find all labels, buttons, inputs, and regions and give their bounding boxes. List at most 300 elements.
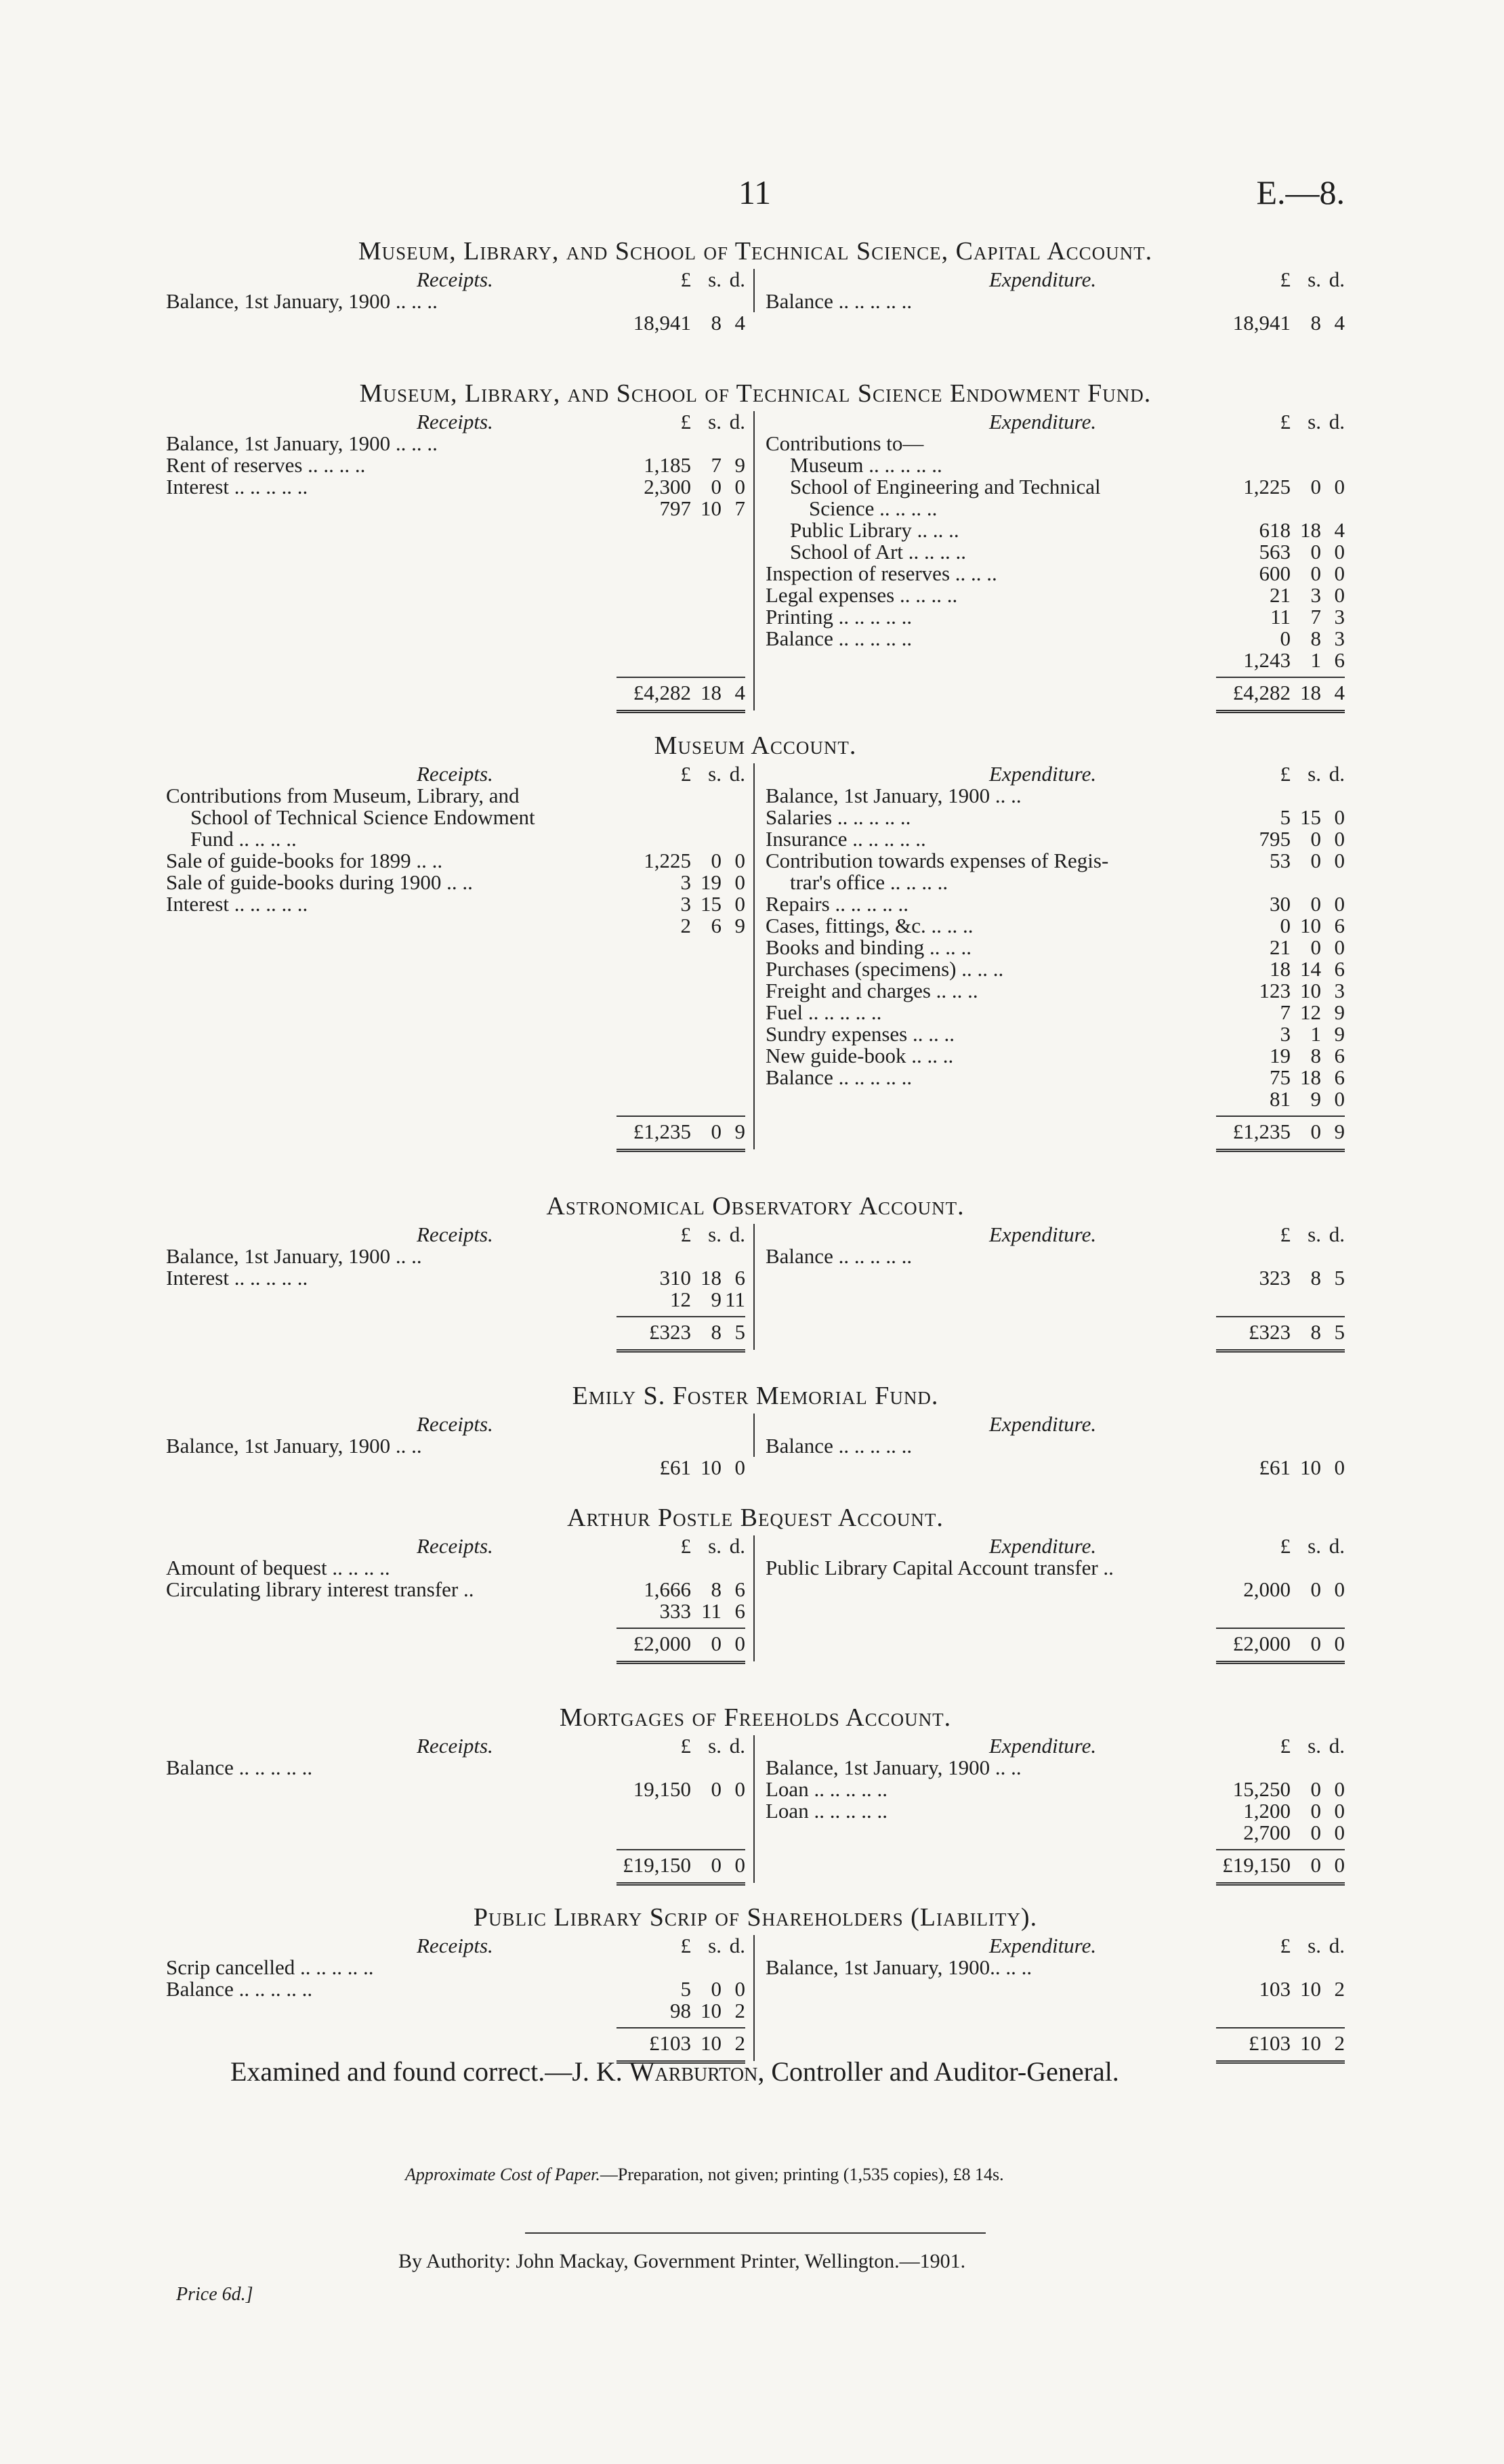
expenditure-label: Expenditure. [989, 762, 1097, 786]
line-shillings: 15 [701, 892, 722, 916]
line-pounds: 323 [1259, 1266, 1291, 1290]
currency-header [1216, 1535, 1345, 1557]
line-pounds: 1,666 [644, 1577, 691, 1601]
line-description: Sale of guide-books for 1899 .. .. [166, 849, 443, 872]
expenditure-label: Expenditure. [989, 1223, 1097, 1246]
line-description: Balance, 1st January, 1900 .. .. [166, 1434, 422, 1458]
total-amount [617, 1116, 745, 1143]
receipts-header [166, 1224, 745, 1246]
pence-sign: d. [729, 268, 745, 291]
line-pounds: 5 [680, 1977, 691, 2001]
line-shillings: 1 [1310, 648, 1321, 672]
line-pence: 3 [1334, 626, 1345, 650]
spacer-row [166, 563, 745, 585]
receipts-line-item [166, 1977, 745, 2022]
line-shillings: 10 [701, 496, 722, 520]
shilling-sign: s. [708, 268, 722, 291]
receipts-line-item [166, 1577, 745, 1623]
shilling-sign: s. [708, 1223, 722, 1246]
expenditure-line-item [766, 850, 1345, 872]
expenditure-column [755, 763, 1345, 1149]
line-pence: 11 [725, 1288, 745, 1311]
total-amount [617, 1849, 745, 1876]
expenditure-total [766, 1600, 1345, 1661]
total-pence: 4 [734, 681, 745, 704]
total-pence: 0 [734, 1632, 745, 1655]
section-title: Public Library Scrip of Shareholders (Liability). [473, 1903, 1038, 1932]
account-section [166, 379, 1345, 710]
line-pounds: 19,150 [633, 1777, 691, 1801]
pence-sign: d. [729, 1223, 745, 1246]
total-amount [617, 2027, 745, 2054]
receipts-total [166, 1289, 745, 1350]
total-shillings: 0 [1310, 1632, 1321, 1655]
closing-text: Examined and found correct.—J. K. [230, 2056, 623, 2087]
line-amount [1216, 1457, 1345, 1479]
receipts-label: Receipts. [417, 1223, 493, 1246]
expenditure-label: Expenditure. [989, 1412, 1097, 1436]
line-pounds: 19 [1270, 1044, 1291, 1067]
line-description: Balance .. .. .. .. .. [766, 1065, 913, 1089]
account-section [166, 1504, 1345, 1661]
line-shillings: 8 [711, 1577, 722, 1601]
spacer-row [166, 937, 745, 958]
line-description: Balance, 1st January, 1900 .. .. [766, 1756, 1022, 1779]
receipts-column [166, 1412, 755, 1479]
line-pounds: 18,941 [633, 311, 691, 335]
expenditure-label: Expenditure. [989, 1534, 1097, 1558]
line-pounds: 81 [1270, 1087, 1291, 1111]
total-amount [617, 677, 745, 704]
line-pence: 0 [1334, 1799, 1345, 1823]
line-pounds: 103 [1259, 1977, 1291, 2001]
line-pence: 0 [734, 849, 745, 872]
line-pence: 2 [734, 1999, 745, 2022]
line-description: Interest .. .. .. .. .. [166, 475, 308, 498]
line-pounds: 98 [670, 1999, 691, 2022]
spacer-row [166, 585, 745, 606]
line-pounds: 600 [1259, 561, 1291, 585]
line-pounds: 11 [1270, 605, 1291, 629]
line-shillings: 0 [1310, 849, 1321, 872]
line-shillings: 0 [1310, 892, 1321, 916]
line-pence: 0 [734, 475, 745, 498]
line-shillings: 1 [1310, 1022, 1321, 1046]
line-pounds: 1,225 [1243, 475, 1291, 498]
expenditure-line-item [766, 1777, 1345, 1823]
expenditure-column [755, 1224, 1345, 1350]
line-description: Sale of guide-books during 1900 .. .. [166, 870, 473, 894]
auditor-name: Warburton [629, 2056, 758, 2087]
line-shillings: 0 [1310, 1777, 1321, 1801]
line-description: Museum .. .. .. .. .. [790, 453, 942, 477]
line-description: Contribution towards expenses of Regis- [766, 849, 1109, 872]
pound-sign: £ [1280, 1534, 1291, 1558]
line-shillings: 0 [1310, 827, 1321, 851]
line-pounds: 3 [680, 870, 691, 894]
expenditure-line-item [766, 289, 1345, 335]
line-description: Inspection of reserves .. .. .. [766, 561, 997, 585]
line-description: Balance, 1st January, 1900 .. .. [166, 1244, 422, 1268]
line-pence: 0 [1334, 1087, 1345, 1111]
line-pounds: £61 [1259, 1456, 1291, 1479]
account-columns [166, 763, 1345, 1149]
total-pounds: £103 [649, 2031, 691, 2055]
receipts-column [166, 763, 755, 1149]
shilling-sign: s. [708, 762, 722, 786]
expenditure-total [766, 1088, 1345, 1149]
total-amount [1216, 1628, 1345, 1655]
line-pounds: 21 [1270, 935, 1291, 959]
line-shillings: 0 [1310, 935, 1321, 959]
receipts-header [166, 411, 745, 433]
receipts-line-item [166, 892, 745, 937]
expenditure-column [755, 268, 1345, 335]
expenditure-label: Expenditure. [989, 268, 1097, 291]
line-pence: 0 [734, 1456, 745, 1479]
line-pence: 6 [734, 1599, 745, 1623]
pound-sign: £ [680, 268, 691, 291]
total-shillings: 0 [1310, 1120, 1321, 1143]
line-pounds: 797 [659, 496, 691, 520]
spacer-row [166, 541, 745, 563]
total-pounds: £4,282 [633, 681, 691, 704]
line-pounds: 563 [1259, 540, 1291, 564]
line-shillings: 8 [711, 311, 722, 335]
line-shillings: 6 [711, 914, 722, 937]
expenditure-line-item [766, 1556, 1345, 1601]
line-description: Science .. .. .. .. [809, 496, 938, 520]
expenditure-header [766, 763, 1345, 785]
line-shillings: 0 [1310, 1577, 1321, 1601]
spacer-row [166, 958, 745, 980]
receipts-label: Receipts. [417, 762, 493, 786]
total-amount [1216, 1316, 1345, 1343]
line-pence: 4 [1334, 311, 1345, 335]
shilling-sign: s. [1308, 1934, 1321, 1957]
line-shillings: 18 [1300, 1065, 1321, 1089]
receipts-label: Receipts. [417, 1412, 493, 1436]
receipts-header [166, 1535, 745, 1557]
footer-rule [525, 2232, 986, 2234]
line-pounds: 2,300 [644, 475, 691, 498]
spacer-row [166, 498, 745, 519]
line-pence: 0 [734, 1777, 745, 1801]
line-description: Loan .. .. .. .. .. [766, 1799, 887, 1823]
line-description: Public Library .. .. .. [790, 518, 959, 542]
receipts-line-item [166, 785, 745, 807]
currency-header [1216, 1224, 1345, 1246]
total-shillings: 10 [701, 2031, 722, 2055]
line-pence: 7 [734, 496, 745, 520]
line-pence: 6 [734, 1266, 745, 1290]
expenditure-header [766, 1224, 1345, 1246]
page-number: 11 [738, 173, 772, 211]
line-amount [617, 1457, 745, 1479]
line-description: Balance .. .. .. .. .. [166, 1756, 313, 1779]
total-pounds: £19,150 [623, 1853, 691, 1877]
spacer-row [166, 915, 745, 937]
line-pounds: 75 [1270, 1065, 1291, 1089]
account-section [166, 1903, 1345, 2061]
approx-cost-label: Approximate Cost of Paper. [405, 2165, 600, 2184]
pence-sign: d. [1329, 1534, 1345, 1558]
line-shillings: 19 [701, 870, 722, 894]
line-pence: 6 [1334, 914, 1345, 937]
line-description: Books and binding .. .. .. [766, 935, 972, 959]
line-description: Public Library Capital Account transfer .. [766, 1556, 1114, 1579]
line-description: Scrip cancelled .. .. .. .. .. [166, 1955, 374, 1979]
line-description: Repairs .. .. .. .. .. [766, 892, 908, 916]
line-shillings: 0 [711, 1977, 722, 2001]
receipts-label: Receipts. [417, 1534, 493, 1558]
total-shillings: 18 [1300, 681, 1321, 704]
receipts-header [166, 763, 745, 785]
pound-sign: £ [680, 1934, 691, 1957]
line-pounds: 5 [1280, 805, 1291, 829]
pence-sign: d. [1329, 410, 1345, 433]
receipts-label: Receipts. [417, 410, 493, 433]
line-description: Balance .. .. .. .. .. [766, 1434, 913, 1458]
line-description: Salaries .. .. .. .. .. [766, 805, 911, 829]
pence-sign: d. [1329, 1734, 1345, 1758]
pence-sign: d. [729, 1534, 745, 1558]
section-title: Astronomical Observatory Account. [546, 1192, 965, 1220]
line-pence: 3 [1334, 979, 1345, 1002]
pence-sign: d. [729, 410, 745, 433]
approx-cost-text: —Preparation, not given; printing (1,535 copies), £8 14s. [600, 2165, 1004, 2184]
receipts-header [166, 1735, 745, 1757]
line-shillings: 7 [1310, 605, 1321, 629]
line-description: Balance, 1st January, 1900 .. .. [766, 784, 1022, 807]
line-pence: 0 [1334, 805, 1345, 829]
line-description: Purchases (specimens) .. .. .. [766, 957, 1004, 981]
line-pounds: 3 [1280, 1022, 1291, 1046]
total-pounds: £2,000 [633, 1632, 691, 1655]
pound-sign: £ [680, 1734, 691, 1758]
line-pence: 0 [1334, 1821, 1345, 1844]
line-amount [617, 312, 745, 334]
line-shillings: 0 [711, 475, 722, 498]
page-reference: E.—8. [1256, 173, 1345, 211]
line-pence: 9 [1334, 1000, 1345, 1024]
expenditure-line-item [766, 626, 1345, 672]
line-pence: 4 [1334, 518, 1345, 542]
receipts-line-item [166, 1756, 745, 1801]
line-description: Fuel .. .. .. .. .. [766, 1000, 882, 1024]
line-description: Insurance .. .. .. .. .. [766, 827, 926, 851]
line-pounds: 2 [680, 914, 691, 937]
line-description: Balance .. .. .. .. .. [166, 1977, 313, 2001]
line-description: Freight and charges .. .. .. [766, 979, 978, 1002]
spacer-row [766, 1267, 1345, 1289]
expenditure-line-item [766, 1065, 1345, 1111]
line-shillings: 18 [701, 1266, 722, 1290]
expenditure-line-item [766, 1244, 1345, 1290]
section-title: Mortgages of Freeholds Account. [559, 1703, 952, 1732]
line-pounds: 310 [659, 1266, 691, 1290]
line-shillings: 12 [1300, 1000, 1321, 1024]
line-pence: 0 [1334, 827, 1345, 851]
line-shillings: 10 [1300, 914, 1321, 937]
account-section [166, 1703, 1345, 1883]
line-pence: 4 [734, 311, 745, 335]
account-section [166, 1192, 1345, 1350]
expenditure-column [755, 1735, 1345, 1883]
expenditure-header [766, 1935, 1345, 1957]
receipts-total [166, 1088, 745, 1149]
line-description: Printing .. .. .. .. .. [766, 605, 913, 629]
pound-sign: £ [1280, 1934, 1291, 1957]
spacer-row [166, 1800, 745, 1822]
line-shillings: 10 [701, 1999, 722, 2022]
expenditure-total [766, 1289, 1345, 1350]
total-pence: 2 [734, 2031, 745, 2055]
line-shillings: 0 [1310, 1821, 1321, 1844]
line-pounds: 12 [670, 1288, 691, 1311]
total-pounds: £1,235 [1232, 1120, 1291, 1143]
line-pence: 0 [1334, 892, 1345, 916]
total-shillings: 0 [711, 1632, 722, 1655]
spacer-row [166, 519, 745, 541]
line-shillings: 0 [1310, 475, 1321, 498]
shilling-sign: s. [708, 410, 722, 433]
shilling-sign: s. [1308, 762, 1321, 786]
line-description: Balance .. .. .. .. .. [766, 1244, 913, 1268]
line-shillings: 9 [1310, 1087, 1321, 1111]
expenditure-line-item [766, 476, 1345, 498]
expenditure-total [766, 1822, 1345, 1883]
line-pounds: 1,185 [644, 453, 691, 477]
line-pounds: 2,700 [1243, 1821, 1291, 1844]
line-pence: 0 [1334, 1577, 1345, 1601]
shilling-sign: s. [1308, 1223, 1321, 1246]
pound-sign: £ [680, 410, 691, 433]
expenditure-total [766, 650, 1345, 710]
line-pence: 0 [1334, 475, 1345, 498]
line-description: School of Technical Science Endowment [190, 805, 535, 829]
line-description: Balance .. .. .. .. .. [766, 289, 913, 313]
line-pence: 0 [734, 892, 745, 916]
authority-line: By Authority: John Mackay, Government Printer, Wellington.—1901. [398, 2250, 966, 2272]
total-pounds: £19,150 [1222, 1853, 1291, 1877]
line-pence: 0 [1334, 561, 1345, 585]
expenditure-column [755, 1535, 1345, 1661]
receipts-total [166, 1822, 745, 1883]
total-amount [617, 1316, 745, 1343]
line-description: Amount of bequest .. .. .. .. [166, 1556, 390, 1579]
line-pounds: 30 [1270, 892, 1291, 916]
shilling-sign: s. [708, 1934, 722, 1957]
total-pence: 0 [1334, 1853, 1345, 1877]
currency-header [1216, 1935, 1345, 1957]
line-pounds: 618 [1259, 518, 1291, 542]
section-title: Emily S. Foster Memorial Fund. [572, 1382, 939, 1410]
section-title: Museum, Library, and School of Technical Science, Capital Account. [358, 237, 1153, 265]
pound-sign: £ [680, 762, 691, 786]
line-description: Rent of reserves .. .. .. .. [166, 453, 366, 477]
total-shillings: 10 [1300, 2031, 1321, 2055]
receipts-total [166, 650, 745, 710]
expenditure-label: Expenditure. [989, 1934, 1097, 1957]
total-shillings: 8 [711, 1320, 722, 1344]
shilling-sign: s. [1308, 268, 1321, 291]
line-pence: 0 [1334, 935, 1345, 959]
account-columns [166, 1224, 1345, 1350]
line-pence: 9 [1334, 1022, 1345, 1046]
line-pounds: 3 [680, 892, 691, 916]
pence-sign: d. [729, 762, 745, 786]
spacer-row [166, 1779, 745, 1800]
receipts-column [166, 1735, 755, 1883]
total-shillings: 0 [711, 1853, 722, 1877]
line-description: New guide-book .. .. .. [766, 1044, 954, 1067]
line-shillings: 0 [711, 1777, 722, 1801]
account-section [166, 1382, 1345, 1479]
line-pounds: 795 [1259, 827, 1291, 851]
pound-sign: £ [1280, 1734, 1291, 1758]
pound-sign: £ [1280, 762, 1291, 786]
shilling-sign: s. [1308, 410, 1321, 433]
line-description: Fund .. .. .. .. [190, 827, 297, 851]
spacer-row [166, 980, 745, 1002]
expenditure-label: Expenditure. [989, 410, 1097, 433]
total-amount [1216, 2027, 1345, 2054]
pound-sign: £ [1280, 410, 1291, 433]
line-description: Cases, fittings, &c. .. .. .. [766, 914, 974, 937]
section-title: Arthur Postle Bequest Account. [567, 1504, 944, 1532]
line-pence: 0 [734, 870, 745, 894]
line-shillings: 7 [711, 453, 722, 477]
receipts-total [166, 2000, 745, 2061]
currency-header [1216, 763, 1345, 785]
expenditure-line-item [766, 1434, 1345, 1479]
approximate-cost-note [405, 2165, 1004, 2185]
pound-sign: £ [1280, 1223, 1291, 1246]
total-pence: 0 [734, 1853, 745, 1877]
line-shillings: 8 [1310, 1044, 1321, 1067]
pence-sign: d. [1329, 1934, 1345, 1957]
expenditure-header [766, 411, 1345, 433]
total-pence: 5 [734, 1320, 745, 1344]
receipts-column [166, 1935, 755, 2061]
account-section [166, 237, 1345, 335]
line-pence: 5 [1334, 1266, 1345, 1290]
line-pounds: 7 [1280, 1000, 1291, 1024]
line-shillings: 10 [701, 1456, 722, 1479]
section-title: Museum Account. [654, 731, 857, 760]
total-pounds: £323 [1249, 1320, 1291, 1344]
line-shillings: 8 [1310, 311, 1321, 335]
account-columns [166, 268, 1345, 335]
currency-header [617, 1935, 745, 1957]
pence-sign: d. [1329, 268, 1345, 291]
line-pounds: 123 [1259, 979, 1291, 1002]
shilling-sign: s. [1308, 1734, 1321, 1758]
line-shillings: 0 [711, 849, 722, 872]
line-shillings: 0 [1310, 540, 1321, 564]
line-pence: 6 [1334, 1065, 1345, 1089]
currency-header [617, 269, 745, 291]
line-pounds: 18 [1270, 957, 1291, 981]
account-section [166, 731, 1345, 1149]
receipts-header [166, 1414, 745, 1435]
expenditure-column [755, 411, 1345, 710]
line-shillings: 8 [1310, 626, 1321, 650]
total-amount [1216, 1116, 1345, 1143]
line-shillings: 11 [701, 1599, 722, 1623]
currency-header [1216, 1735, 1345, 1757]
